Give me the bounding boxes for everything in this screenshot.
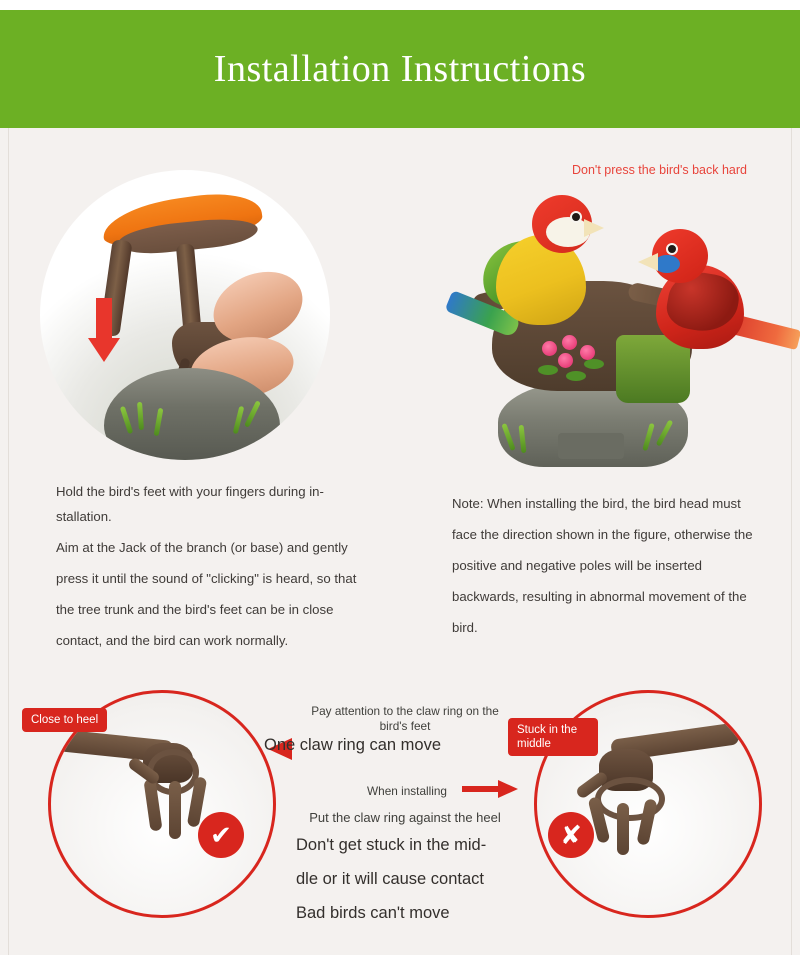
bird-eye — [570, 211, 582, 223]
claw-toe — [169, 781, 181, 839]
left-instruction-body: Aim at the Jack of the branch (or base) and gently press it until the sound of "clicking" is heard, so that the tree trunk and the bird's feet can be in close contact, and the bird can work normally. — [56, 540, 357, 648]
photo-bird-feet-closeup — [40, 170, 330, 460]
note-claw-ring-line1: Pay attention to the claw ring on the — [311, 704, 499, 718]
bird-red — [618, 229, 788, 389]
note-claw-ring-line2: bird's feet — [379, 719, 431, 733]
bird-eye — [666, 243, 678, 255]
bird-beak — [638, 253, 658, 271]
photo-birds-on-branch — [440, 185, 780, 485]
top-white-strip — [0, 0, 800, 10]
right-note-block: Note: When installing the bird, the bird head must face the direction shown in the figure, otherwise the positive and negative poles will be inserted backwards, resulting in abnormal movement of the bird. — [452, 496, 753, 635]
right-border-line — [791, 128, 792, 955]
text-dont-get-stuck — [296, 828, 536, 930]
left-instruction-block — [56, 482, 358, 656]
page-title: Installation Instructions — [213, 48, 587, 90]
note-when-installing: When installing — [367, 784, 447, 798]
tag-close-to-heel: Close to heel — [22, 708, 107, 732]
bird-green-yellow — [458, 191, 638, 371]
bird-beak — [584, 219, 604, 237]
text-dont-stuck-line1: Don't get stuck in the mid- — [296, 836, 487, 854]
text-put-claw-ring-against-heel: Put the claw ring against the heel — [309, 810, 501, 825]
left-border-line — [8, 128, 9, 955]
page-header — [0, 10, 800, 128]
wrong-cross-badge: ✘ — [548, 812, 594, 858]
correct-check-badge: ✔ — [198, 812, 244, 858]
text-one-claw-ring: One claw ring can move — [264, 736, 441, 754]
text-dont-stuck-line2: dle or it will cause contact — [296, 870, 485, 888]
claw-toe — [617, 803, 629, 855]
warning-dont-press-back: Don't press the bird's back hard — [572, 163, 747, 177]
left-instruction-line2: stallation. — [56, 509, 112, 524]
left-instruction-line1: Hold the bird's feet with your fingers during in- — [56, 484, 324, 499]
text-bad-birds: Bad birds can't move — [296, 904, 450, 922]
tag-stuck-in-middle: Stuck in the middle — [508, 718, 598, 756]
